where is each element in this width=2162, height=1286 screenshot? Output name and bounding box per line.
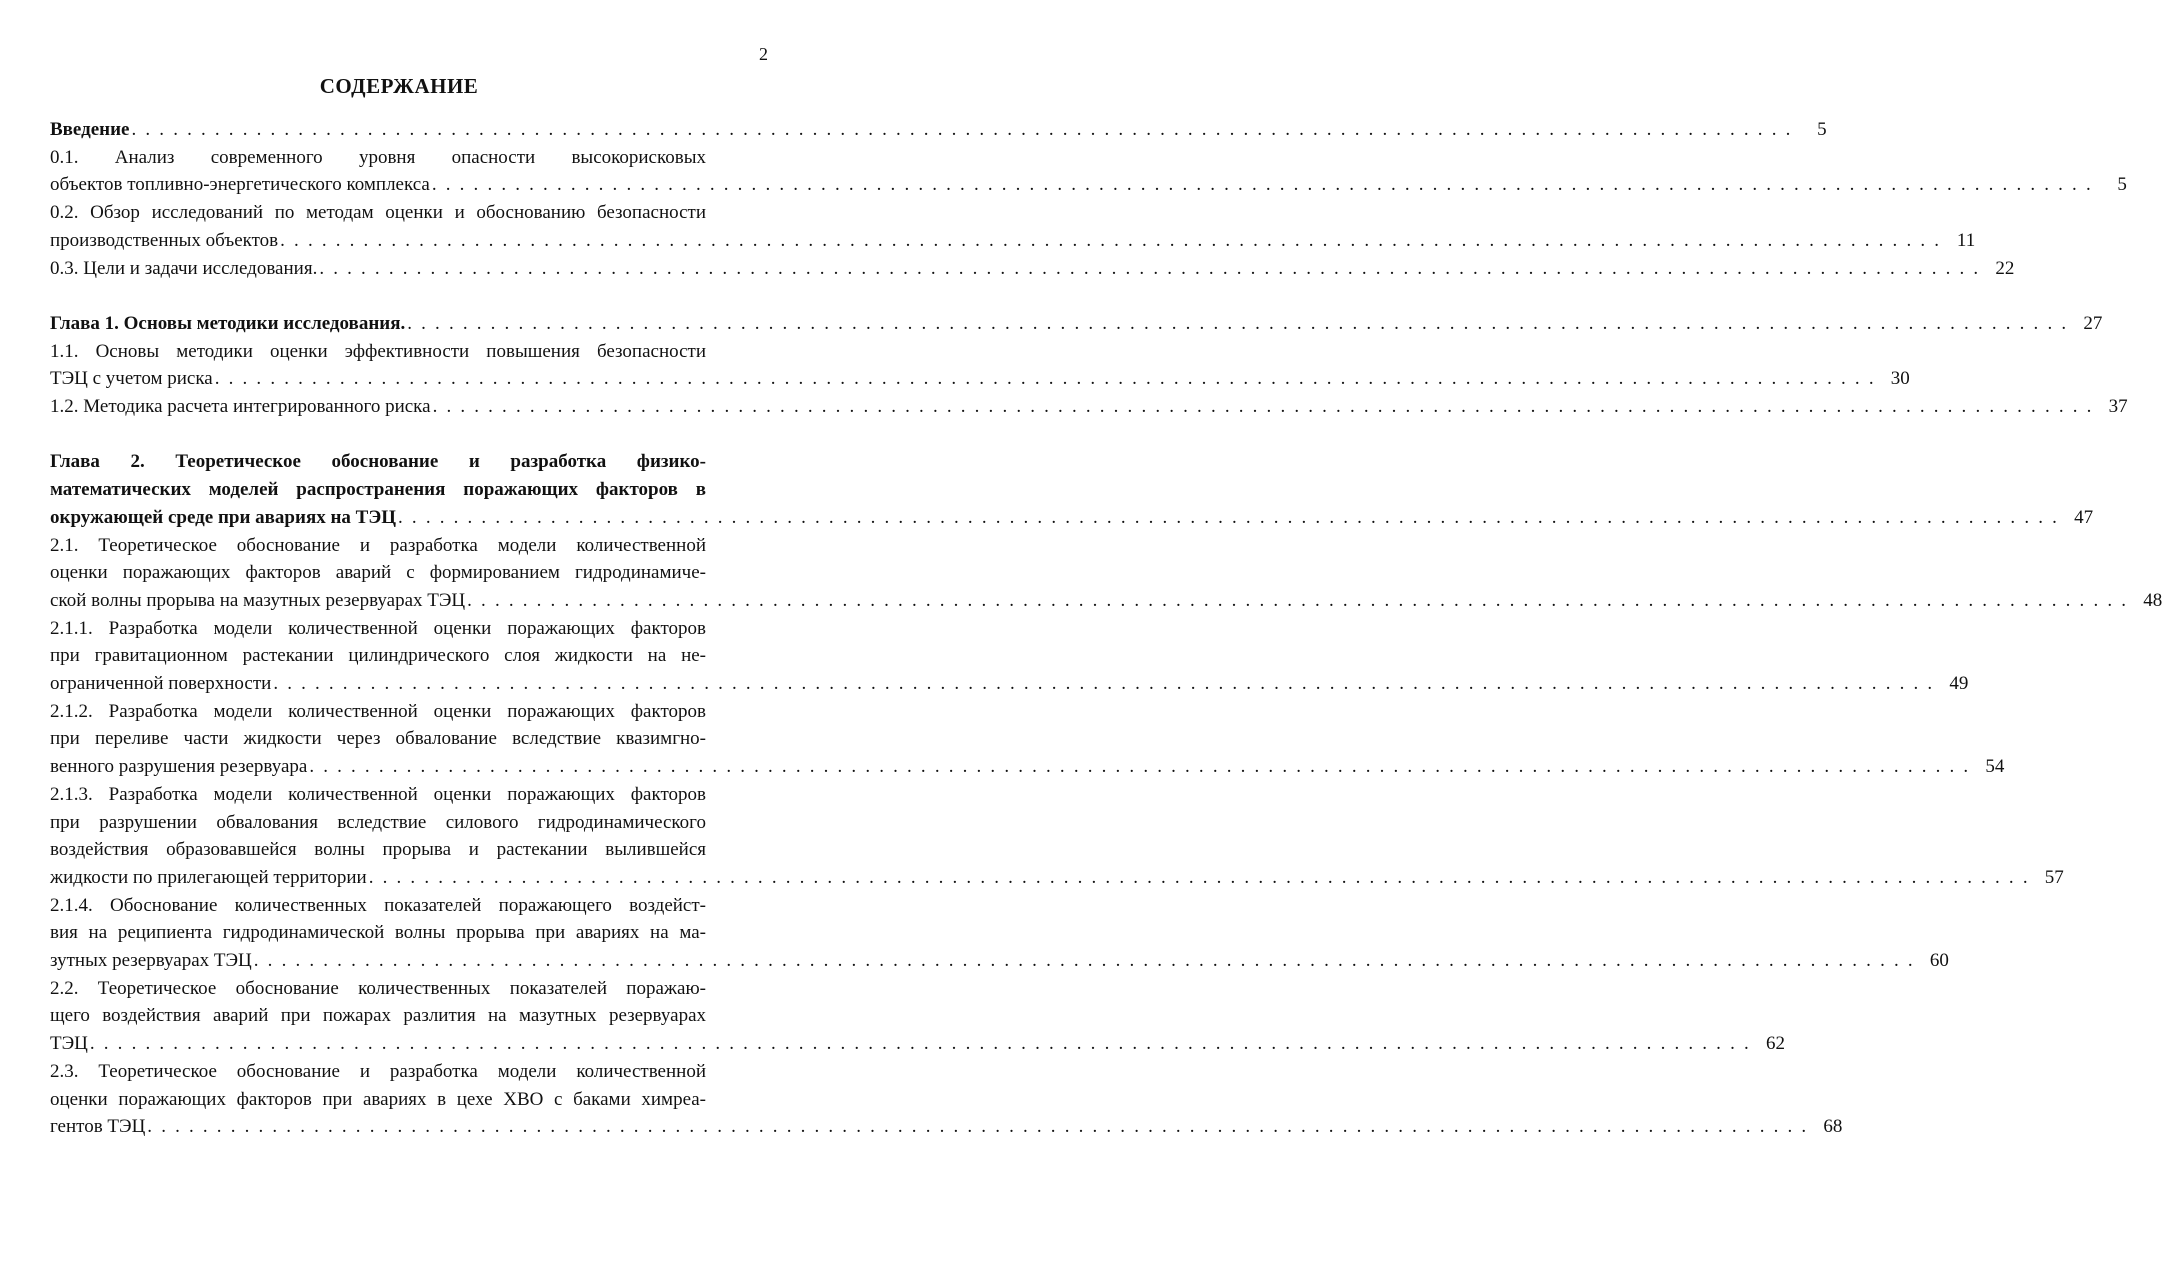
toc-entry-text-line: ской волны прорыва на мазутных резервуарах ТЭЦ <box>50 589 466 611</box>
toc-entry[interactable] <box>50 393 2128 421</box>
toc-entry-page-number: 5 <box>1817 119 1827 140</box>
toc-entry[interactable] <box>50 975 1785 1058</box>
table-of-contents <box>50 116 2162 1141</box>
toc-entry-text-line: Глава 2. Теоретическое обоснование и разработка физико- <box>50 451 706 473</box>
toc-entry-text-line: 1.2. Методика расчета интегрированного риска <box>50 396 431 418</box>
toc-entry-text-line: щего воздействия аварий при пожарах разлития на мазутных резервуарах <box>50 1005 706 1027</box>
toc-entry[interactable] <box>50 448 2094 531</box>
toc-entry-page-number: 27 <box>2083 312 2103 334</box>
toc-entry-text-line: вия на реципиента гидродинамической волны прорыва при авариях на ма- <box>50 922 706 944</box>
toc-entry-text-line: математических моделей распространения поражающих факторов в <box>50 479 706 501</box>
dot-leader: . . . . . . . . . . . . . . . . . . . . . . . . . . . . . . . . . . . . . . . . . . . . . . . . . . . . . . . . . . . . . . . . . . . . . . . . . . . . . . . . . . . . . . . . . . . . . . . . . . . . . . . . . . . . . . . . . . . . . . . . <box>432 396 2094 418</box>
toc-entry-text-line: оценки поражающих факторов при авариях в цехе ХВО с баками химреа- <box>50 1088 706 1110</box>
toc-entry-text-line: объектов топливно-энергетического комплекса <box>50 174 430 196</box>
dot-leader: . . . . . . . . . . . . . . . . . . . . . . . . . . . . . . . . . . . . . . . . . . . . . . . . . . . . . . . . . . . . . . . . . . . . . . . . . . . . . . . . . . . . . . . . . . . . . . . . . . . . . . . . . . . . . . . . . . . . . . . . <box>280 229 1942 251</box>
dot-leader: . . . . . . . . . . . . . . . . . . . . . . . . . . . . . . . . . . . . . . . . . . . . . . . . . . . . . . . . . . . . . . . . . . . . . . . . . . . . . . . . . . . . . . . . . . . . . . . . . . . . . . . . . . . . . . . . . . . . . . . . <box>147 1116 1809 1138</box>
toc-entry-page-number: 54 <box>1985 756 2005 778</box>
toc-entry-text-line: 0.1. Анализ современного уровня опасности высокорисковых <box>50 146 706 168</box>
toc-entry-text-line: воздействия образовавшейся волны прорыва и растекании вылившейся <box>50 839 706 861</box>
dot-leader: . . . . . . . . . . . . . . . . . . . . . . . . . . . . . . . . . . . . . . . . . . . . . . . . . . . . . . . . . . . . . . . . . . . . . . . . . . . . . . . . . . . . . . . . . . . . . . . . . . . . . . . . . . . . . . . . . . . . . . . . <box>309 756 1971 778</box>
toc-entry-text-line: 2.1.1. Разработка модели количественной оценки поражающих факторов <box>50 617 706 639</box>
toc-entry-text-line: 2.3. Теоретическое обоснование и разработка модели количественной <box>50 1060 706 1082</box>
toc-entry-text-line: 1.1. Основы методики оценки эффективности повышения безопасности <box>50 340 706 362</box>
toc-entry-text-line: 2.1.2. Разработка модели количественной оценки поражающих факторов <box>50 700 706 722</box>
toc-entry-text-line: венного разрушения резервуара <box>50 756 308 778</box>
toc-entry-text-line: зутных резервуарах ТЭЦ <box>50 950 252 972</box>
dot-leader: . . . . . . . . . . . . . . . . . . . . . . . . . . . . . . . . . . . . . . . . . . . . . . . . . . . . . . . . . . . . . . . . . . . . . . . . . . . . . . . . . . . . . . . . . . . . . . . . . . . . . . . . . . . . . . . . . . . . . . . . <box>431 174 2093 196</box>
toc-entry-text-line: ТЭЦ с учетом риска <box>50 368 213 390</box>
dot-leader: . . . . . . . . . . . . . . . . . . . . . . . . . . . . . . . . . . . . . . . . . . . . . . . . . . . . . . . . . . . . . . . . . . . . . . . . . . . . . . . . . . . . . . . . . . . . . . . . . . . . . . . . . . . . . . . . . . . . . . . . <box>319 257 1981 279</box>
toc-entry-page-number: 68 <box>1823 1116 1843 1138</box>
dot-leader: . . . . . . . . . . . . . . . . . . . . . . . . . . . . . . . . . . . . . . . . . . . . . . . . . . . . . . . . . . . . . . . . . . . . . . . . . . . . . . . . . . . . . . . . . . . . . . . . . . . . . . . . . . . . . . . . . . . . . . . . <box>398 506 2060 528</box>
toc-entry-text-line: 0.3. Цели и задачи исследования. <box>50 257 318 279</box>
dot-leader: . . . . . . . . . . . . . . . . . . . . . . . . . . . . . . . . . . . . . . . . . . . . . . . . . . . . . . . . . . . . . . . . . . . . . . . . . . . . . . . . . . . . . . . . . . . . . . . . . . . . . . . . . . . . . . . . . . . . . . . . <box>368 866 2030 888</box>
toc-entry-text-line: ограниченной поверхности <box>50 673 272 695</box>
toc-entry-text-line: Глава 1. Основы методики исследования. <box>50 312 406 334</box>
page-title: СОДЕРЖАНИЕ <box>319 74 479 98</box>
dot-leader: . . . . . . . . . . . . . . . . . . . . . . . . . . . . . . . . . . . . . . . . . . . . . . . . . . . . . . . . . . . . . . . . . . . . . . . . . . . . . . . . . . . . . . . . . . . . . . . . . . . . . . . . . . . . . . . . . . . . . . . . <box>89 1033 1751 1055</box>
toc-entry-text-line: производственных объектов <box>50 229 279 251</box>
toc-entry[interactable] <box>50 116 1827 144</box>
dot-leader: . . . . . . . . . . . . . . . . . . . . . . . . . . . . . . . . . . . . . . . . . . . . . . . . . . . . . . . . . . . . . . . . . . . . . . . . . . . . . . . . . . . . . . . . . . . . . . . . . . . . . . . . . . . . . . . . . . . . . . . . <box>407 312 2069 334</box>
toc-entry-text-line: 2.1. Теоретическое обоснование и разработка модели количественной <box>50 534 706 556</box>
toc-entry-page-number: 62 <box>1765 1033 1785 1055</box>
toc-entry-page-number: 47 <box>2074 506 2094 528</box>
toc-entry[interactable] <box>50 615 1969 698</box>
toc-entry[interactable] <box>50 338 1910 393</box>
toc-entry-text-line: 2.1.4. Обоснование количественных показателей поражающего воздейст- <box>50 894 706 916</box>
toc-entry-text-line: при разрушении обвалования вследствие силового гидродинамического <box>50 811 706 833</box>
toc-entry[interactable] <box>50 1058 1843 1141</box>
toc-entry-page-number: 37 <box>2108 396 2128 418</box>
toc-entry-text-line: гентов ТЭЦ <box>50 1116 146 1138</box>
toc-entry-text-line: окружающей среде при авариях на ТЭЦ <box>50 506 397 528</box>
toc-entry[interactable] <box>50 199 1976 254</box>
dot-leader: . . . . . . . . . . . . . . . . . . . . . . . . . . . . . . . . . . . . . . . . . . . . . . . . . . . . . . . . . . . . . . . . . . . . . . . . . . . . . . . . . . . . . . . . . . . . . . . . . . . . . . . . . . . . . . . . . . . . . . . . <box>214 368 1876 390</box>
toc-entry-text-line: оценки поражающих факторов аварий с формированием гидродинамиче- <box>50 562 706 584</box>
toc-entry-text-line: Введение <box>50 119 130 140</box>
toc-entry-text-line: 2.1.3. Разработка модели количественной оценки поражающих факторов <box>50 783 706 805</box>
toc-entry[interactable] <box>50 532 2162 615</box>
toc-entry[interactable] <box>50 892 1949 975</box>
toc-entry-page-number: 48 <box>2143 589 2162 611</box>
toc-entry[interactable] <box>50 781 2064 892</box>
toc-entry[interactable] <box>50 698 2005 781</box>
toc-entry-page-number: 60 <box>1929 950 1949 972</box>
dot-leader: . . . . . . . . . . . . . . . . . . . . . . . . . . . . . . . . . . . . . . . . . . . . . . . . . . . . . . . . . . . . . . . . . . . . . . . . . . . . . . . . . . . . . . . . . . . . . . . . . . . . . . . . . . . . . . . . . . . . . . . . <box>253 950 1915 972</box>
toc-entry-page-number: 22 <box>1995 257 2015 279</box>
toc-entry-page-number: 30 <box>1890 368 1910 390</box>
toc-entry-page-number: 11 <box>1956 229 1976 251</box>
toc-entry-text-line: 0.2. Обзор исследований по методам оценки и обоснованию безопасности <box>50 202 706 224</box>
toc-entry[interactable] <box>50 310 2103 338</box>
dot-leader: . . . . . . . . . . . . . . . . . . . . . . . . . . . . . . . . . . . . . . . . . . . . . . . . . . . . . . . . . . . . . . . . . . . . . . . . . . . . . . . . . . . . . . . . . . . . . . . . . . . . . . . . . . . . . . . . . . . . . . . . <box>273 673 1935 695</box>
toc-entry-text-line: при гравитационном растекании цилиндрического слоя жидкости на не- <box>50 645 706 667</box>
toc-entry[interactable] <box>50 255 2015 283</box>
toc-entry-text-line: при переливе части жидкости через обвалование вследствие квазимгно- <box>50 728 706 750</box>
toc-entry-page-number: 5 <box>2117 174 2127 196</box>
toc-entry-text-line: ТЭЦ <box>50 1033 88 1055</box>
toc-entry-text-line: 2.2. Теоретическое обоснование количественных показателей поражаю- <box>50 977 706 999</box>
toc-entry[interactable] <box>50 144 2127 199</box>
dot-leader: . . . . . . . . . . . . . . . . . . . . . . . . . . . . . . . . . . . . . . . . . . . . . . . . . . . . . . . . . . . . . . . . . . . . . . . . . . . . . . . . . . . . . . . . . . . . . . . . . . . . . . . . . . . . . . . . . . . . . . . . <box>131 119 1793 140</box>
toc-entry-text-line: жидкости по прилегающей территории <box>50 866 367 888</box>
page-number: 2 <box>759 44 768 64</box>
toc-entry-page-number: 57 <box>2044 866 2064 888</box>
toc-entry-page-number: 49 <box>1949 673 1969 695</box>
dot-leader: . . . . . . . . . . . . . . . . . . . . . . . . . . . . . . . . . . . . . . . . . . . . . . . . . . . . . . . . . . . . . . . . . . . . . . . . . . . . . . . . . . . . . . . . . . . . . . . . . . . . . . . . . . . . . . . . . . . . . . . . <box>467 589 2129 611</box>
